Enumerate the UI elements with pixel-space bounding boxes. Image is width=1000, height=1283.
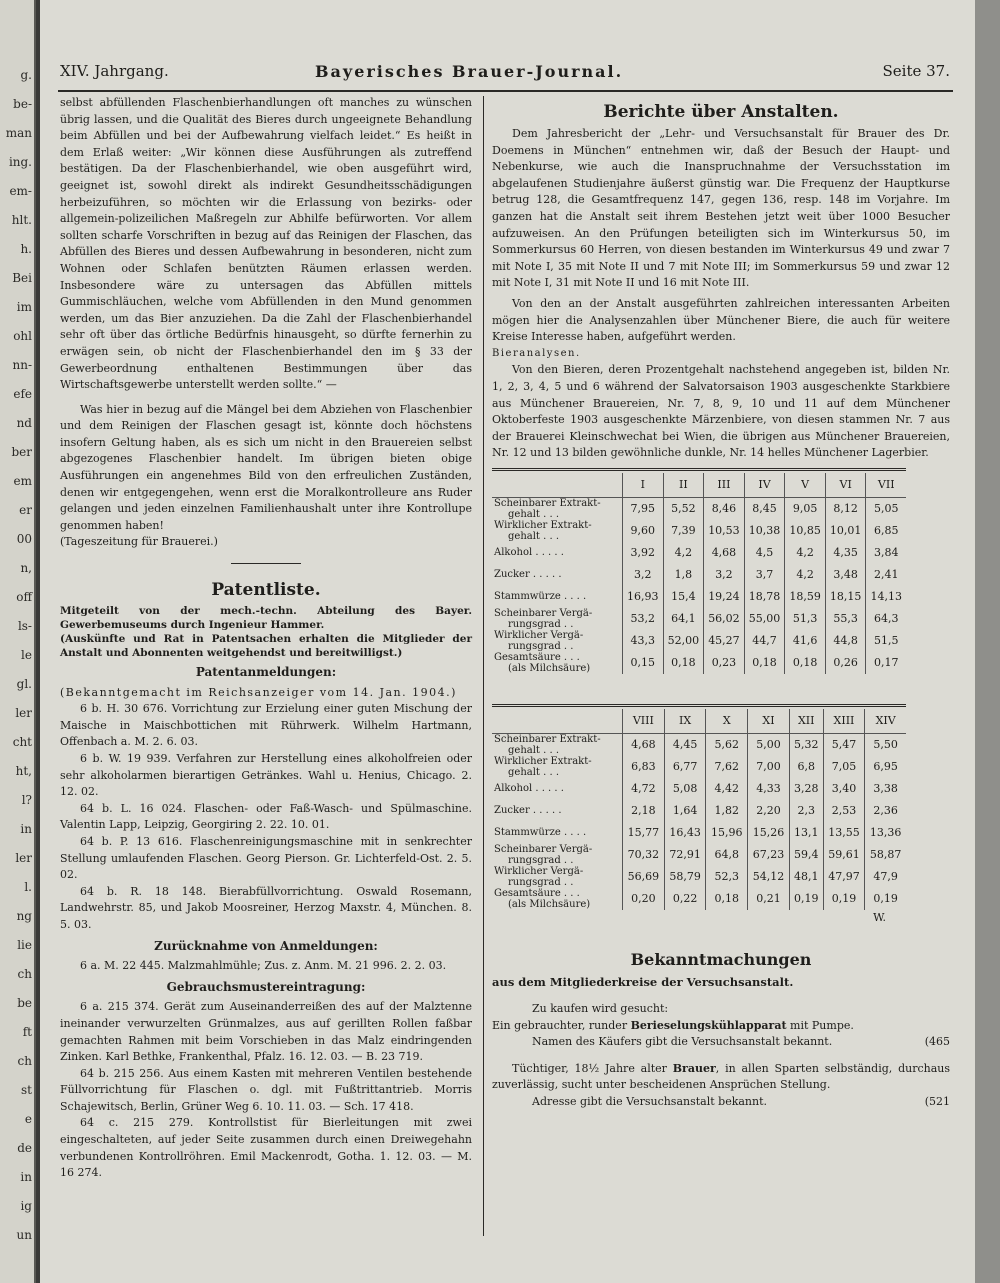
patent-entry: 64 b. R. 18 148. Bierabfüllvorrichtung. Oswald Rosemann, Landwehrstr. 85, und Jakob Moosreiner, Herzog Maxstr. 4, München. 8. 5. 03.	[60, 884, 472, 931]
table-cell: 52,00	[663, 630, 704, 652]
row-label: Stammwürze . . . .	[494, 591, 587, 603]
table-cell: 2,53	[823, 800, 865, 822]
ad-number: (521	[924, 1095, 950, 1109]
patent-note: (Auskünfte und Rat in Patentsachen erhalten die Mitglieder der Anstalt und Abonnenten weitgehendst und bereitwilligst.)	[60, 633, 472, 660]
row-label: Zucker . . . . .	[494, 805, 562, 817]
table-cell: 13,55	[823, 822, 865, 844]
prev-page-fragment: l?	[21, 793, 32, 807]
table-cell: 51,5	[866, 630, 906, 652]
table-cell: 0,20	[623, 888, 665, 910]
table-cell: 5,47	[823, 733, 865, 756]
table-cell: 5,32	[789, 733, 823, 756]
table-cell: 3,48	[825, 564, 866, 586]
table-cell: 3,7	[744, 564, 785, 586]
table-cell: 18,15	[825, 586, 866, 608]
bekanntmachungen-title: Bekanntmachungen	[630, 950, 812, 970]
table-cell: 70,32	[623, 844, 665, 866]
table-row	[492, 586, 906, 608]
header-cell	[492, 473, 623, 498]
table-cell: 43,3	[623, 630, 664, 652]
gebrauchsmuster-entry: 64 b. 215 256. Aus einem Kasten mit mehreren Ventilen bestehende Füllvorrichtung für Flaschen o. dgl. mit Fußtrittantrieb. Morris Schajewitsch, Berlin, Grüner Weg 6. 10. 11. 03. — Sch. 17 418.	[60, 1066, 472, 1113]
source-citation: (Tageszeitung für Brauerei.)	[60, 535, 218, 549]
prev-page-fragment: de	[17, 1141, 32, 1155]
table-cell: 4,42	[706, 778, 748, 800]
table-cell: 4,2	[785, 564, 826, 586]
table-cell: 0,21	[748, 888, 790, 910]
prev-page-fragment: gl.	[16, 677, 32, 691]
prev-page-fragment: er	[19, 503, 32, 517]
table-cell: 44,7	[744, 630, 785, 652]
table-cell: 4,33	[748, 778, 790, 800]
prev-page-fragment: in	[20, 1170, 32, 1184]
table-cell: 4,68	[623, 733, 665, 756]
table-cell: 41,6	[785, 630, 826, 652]
table-cell: 58,87	[865, 844, 906, 866]
table-cell: 3,92	[623, 542, 664, 564]
bekanntgemacht-line: (Bekanntgemacht im Reichsanzeiger vom 14. Jan. 1904.)	[60, 685, 457, 699]
table-cell: 6,85	[866, 520, 906, 542]
table-header-row	[492, 473, 906, 498]
prev-page-fragment: g.	[20, 68, 32, 82]
table-row	[492, 608, 906, 630]
prev-page-fragment: cht	[12, 735, 32, 749]
journal-page	[40, 0, 975, 1283]
gebrauchsmuster-entry: 64 c. 215 279. Kontrollstist für Bierleitungen mit zwei eingeschalteten, auf jeder Seite zusammen durch einen Dreiwegehahn verbundenen Kontrollröhren. Emil Mackenrodt, Gotha. 1. 12. 03. — M. 16 274.	[60, 1116, 472, 1180]
table-row	[492, 822, 906, 844]
table-cell: 4,45	[664, 733, 706, 756]
table-cell: 9,60	[623, 520, 664, 542]
column-divider	[483, 96, 484, 1236]
prev-page-fragment: ler	[15, 706, 32, 720]
column-header: VIII	[623, 709, 665, 734]
analysis-table-2	[492, 704, 906, 927]
prev-page-fragment: Bei	[12, 271, 32, 285]
ad-text: Adresse gibt die Versuchsanstalt bekannt.	[532, 1095, 768, 1109]
table-cell: 58,79	[664, 866, 706, 888]
patent-entry: 6 b. W. 19 939. Verfahren zur Herstellung eines alkoholfreien oder sehr alkoholarmen bierartigen Getränkes. Wahl u. Henius, Chicago. 2. 12. 02.	[60, 752, 472, 799]
wanted-heading: Zu kaufen wird gesucht:	[532, 1002, 669, 1016]
header-rule	[58, 90, 953, 92]
table-cell: 10,01	[825, 520, 866, 542]
table-cell: 5,05	[866, 497, 906, 520]
table-cell: 4,68	[704, 542, 745, 564]
column-header: XIV	[865, 709, 906, 734]
table-cell: 64,3	[866, 608, 906, 630]
ad-brewer-contact	[492, 1094, 950, 1111]
ad-brewer	[492, 1061, 950, 1094]
patent-subtitle: Mitgeteilt von der mech.-techn. Abteilung des Bayer. Gewerbemuseums durch Ingenieur Hammer.	[60, 605, 472, 632]
prev-page-fragment: ber	[11, 445, 32, 459]
table-cell: 10,38	[744, 520, 785, 542]
table-cell: 56,69	[623, 866, 665, 888]
column-header: II	[663, 473, 704, 498]
table-cell: 53,2	[623, 608, 664, 630]
patent-list-title: Patentliste.	[211, 580, 321, 601]
table-cell: 6,83	[623, 756, 665, 778]
prev-page-fragment: un	[16, 1228, 32, 1242]
ad-text: , in allen Sparten selbständig, durchaus zuverlässig, sucht unter bescheidenen Ansprüchen Stellung.	[492, 1061, 950, 1092]
patent-entry: 64 b. P. 13 616. Flaschenreinigungsmaschine mit in senkrechter Stellung umlaufenden Flaschen. Georg Pierson. Gr. Lichterfeld-Ost. 2. 5. 02.	[60, 834, 472, 882]
table-cell: 0,26	[825, 652, 866, 674]
row-label: Scheinbarer Vergä- rungsgrad . .	[494, 607, 593, 630]
analysis-table-1	[492, 468, 906, 674]
table-cell: 3,28	[789, 778, 823, 800]
prev-page-fragment: lie	[17, 938, 32, 952]
prev-page-fragment: st	[21, 1083, 32, 1097]
patent-entry: 64 b. L. 16 024. Flaschen- oder Faß-Wasch- und Spülmaschine. Valentin Lapp, Leipzig, Georgiring 2. 22. 10. 01.	[60, 801, 472, 832]
row-label: Wirklicher Vergä- rungsgrad . .	[494, 865, 584, 888]
table-cell: 55,00	[744, 608, 785, 630]
table-cell: 7,00	[748, 756, 790, 778]
table-cell: 6,8	[789, 756, 823, 778]
table-cell: 5,52	[663, 497, 704, 520]
column-header: I	[623, 473, 664, 498]
prev-page-fragment: ft	[22, 1025, 32, 1039]
table-cell: 47,9	[865, 866, 906, 888]
berichte-title: Berichte über Anstalten.	[603, 102, 839, 122]
row-label: Alkohol . . . . .	[494, 547, 564, 559]
row-label: Scheinbarer Extrakt- gehalt . . .	[494, 497, 601, 520]
table-cell: 13,36	[865, 822, 906, 844]
table-cell: 54,12	[748, 866, 790, 888]
table-cell: 2,20	[748, 800, 790, 822]
table-cell: 4,2	[785, 542, 826, 564]
header-cell	[492, 709, 623, 734]
table-cell: 48,1	[789, 866, 823, 888]
prev-page-fragment: ch	[17, 967, 32, 981]
table-cell: 9,05	[785, 497, 826, 520]
column-header: XIII	[823, 709, 865, 734]
prev-page-fragment: ig	[20, 1199, 32, 1213]
table-cell: 8,12	[825, 497, 866, 520]
row-label: Stammwürze . . . .	[494, 827, 587, 839]
table-cell: 10,53	[704, 520, 745, 542]
zuruecknahme-entry: 6 a. M. 22 445. Malzmahlmühle; Zus. z. Anm. M. 21 996. 2. 2. 03.	[80, 959, 447, 973]
table-row	[492, 800, 906, 822]
prev-page-fragment: efe	[13, 387, 32, 401]
ad-number: (465	[924, 1035, 950, 1049]
table-cell: 2,36	[865, 800, 906, 822]
table-cell: 16,93	[623, 586, 664, 608]
table-cell: 59,61	[823, 844, 865, 866]
table-cell: 7,39	[663, 520, 704, 542]
column-header: VII	[866, 473, 906, 498]
table-row	[492, 778, 906, 800]
row-label: Scheinbarer Vergä- rungsgrad . .	[494, 843, 593, 866]
table-cell: 2,41	[866, 564, 906, 586]
table-cell: 8,45	[744, 497, 785, 520]
prev-page-fragment: hlt.	[11, 213, 32, 227]
prev-page-fragment: le	[21, 648, 32, 662]
table-cell: 4,35	[825, 542, 866, 564]
column-header: X	[706, 709, 748, 734]
table-cell: 0,15	[623, 652, 664, 674]
table-cell: 59,4	[789, 844, 823, 866]
table-cell: 2,3	[789, 800, 823, 822]
table-cell: 18,59	[785, 586, 826, 608]
table-cell: 3,2	[623, 564, 664, 586]
table-cell: 1,82	[706, 800, 748, 822]
table-cell: 7,95	[623, 497, 664, 520]
table-row	[492, 497, 906, 520]
table-cell: 3,84	[866, 542, 906, 564]
row-label: Gesamtsäure . . . (als Milchsäure)	[494, 651, 591, 674]
ad-text: Tüchtiger, 18½ Jahre alter	[512, 1061, 673, 1075]
row-label: Zucker . . . . .	[494, 569, 562, 581]
table-cell: 4,72	[623, 778, 665, 800]
table-cell: 16,43	[664, 822, 706, 844]
left-column	[60, 95, 472, 1182]
table-cell: 1,8	[663, 564, 704, 586]
table-cell: 0,22	[664, 888, 706, 910]
table-cell: 3,40	[823, 778, 865, 800]
table-cell: 5,08	[664, 778, 706, 800]
column-header: VI	[825, 473, 866, 498]
row-label: Gesamtsäure . . . (als Milchsäure)	[494, 887, 591, 910]
table-cell: 4,2	[663, 542, 704, 564]
table-row	[492, 756, 906, 778]
table-cell: 0,17	[866, 652, 906, 674]
table-cell: 72,91	[664, 844, 706, 866]
prev-page-fragment: man	[5, 126, 32, 140]
table-cell: 15,26	[748, 822, 790, 844]
table-cell: 7,62	[706, 756, 748, 778]
column-header: IV	[744, 473, 785, 498]
column-header: V	[785, 473, 826, 498]
table-cell: 64,8	[706, 844, 748, 866]
prev-page-fragment: off	[16, 590, 32, 604]
row-label: Scheinbarer Extrakt- gehalt . . .	[494, 733, 601, 756]
table-cell: 5,50	[865, 733, 906, 756]
ad-keyword: Brauer	[672, 1061, 716, 1075]
commentary-paragraph: Was hier in bezug auf die Mängel bei dem Abziehen von Flaschenbier und dem Reinigen der Flaschen gesagt ist, könnte doch höchstens insofern Geltung haben, als es sich um nicht in den Brauereien selbst abgezogenes Flaschenbier handelt. Im übrigen bieten obige Ausführungen ein angenehmes Bild von den erfreulichen Zuständen, denen wir entgegengehen, wenn erst die Moralkontrolleure ans Ruder gelangen und jeden einzelnen Familienhaushalt unter ihre Kontrollupe genommen haben!	[60, 402, 472, 532]
table-cell: 8,46	[704, 497, 745, 520]
prev-page-fragment: em	[13, 474, 32, 488]
table-header-row	[492, 709, 906, 734]
prev-page-fragment: ler	[15, 851, 32, 865]
prev-page-fragment: ng	[16, 909, 32, 923]
row-label: Wirklicher Extrakt- gehalt . . .	[494, 519, 592, 542]
ad-keyword: Berieselungskühlapparat	[630, 1018, 787, 1032]
prev-page-fragment: h.	[20, 242, 32, 256]
table-cell: 0,19	[865, 888, 906, 910]
report-paragraph: Von den an der Anstalt ausgeführten zahlreichen interessanten Arbeiten mögen hier die Analysenzahlen über Münchener Biere, die auch für weitere Kreise Interesse haben, aufgeführt werden.	[492, 296, 950, 344]
prev-page-fragment: l.	[24, 880, 32, 894]
table-cell: 45,27	[704, 630, 745, 652]
prev-page-fragment: ch	[17, 1054, 32, 1068]
table-row	[492, 733, 906, 756]
table-cell: 15,96	[706, 822, 748, 844]
table-cell: 3,2	[704, 564, 745, 586]
anmeldungen-title: Patentanmeldungen:	[195, 665, 337, 680]
table-cell: 0,23	[704, 652, 745, 674]
intro-paragraph: selbst abfüllenden Flaschenbierhandlungen oft manches zu wünschen übrig lassen, und die Qualität des Bieres durch ungeeignete Behandlung beim Abfüllen und bei der Aufbewahrung vielfach leidet.“ Es heißt in dem Erlaß weiter: „Wir können diese Ausführungen als zutreffend bestätigen. Da der Flaschenbierhandel, wie oben ausgeführt wird, geeignet ist, sowohl direkt als indirekt Gesundheitsschädigungen herbeizuführen, so möchten wir die Erlassung von bezirks- oder allgemein-polizeilichen Maßregeln zur Abhilfe befürworten. Vor allem sollten scharfe Vorschriften in bezug auf das Reinigen der Flaschen, das Abfüllen des Bieres und dessen Aufbewahrung in besonderen, nicht zum Wohnen oder Schlafen benützten Räumen erlassen werden. Insbesondere wäre zu untersagen das Abfüllen mittels Gummischläuchen, welche vom Abfüllenden in den Mund genommen werden, um das Bier anzuziehen. Da die Zahl der Flaschenbierhandel sehr oft über das örtliche Bedürfnis hinausgeht, so dürfte fernerhin zu erwägen sein, ob nicht der Flaschenbierhandel den im § 33 der Gewerbeordnung enthaltenen Bestimmungen über das Wirtschaftsgewerbe unterstellt werden sollte.“ —	[60, 96, 472, 392]
previous-page-strip	[0, 0, 36, 1283]
table-cell: 5,00	[748, 733, 790, 756]
prev-page-fragment: nd	[16, 416, 32, 430]
table-cell: 44,8	[825, 630, 866, 652]
table-cell: 6,77	[664, 756, 706, 778]
patent-entry: 6 b. H. 30 676. Vorrichtung zur Erzielung einer guten Mischung der Maische in Maischbottichen mit Rührwerk. Wilhelm Hartmann, Offenbach a. M. 2. 6. 03.	[60, 702, 472, 749]
table-cell: 10,85	[785, 520, 826, 542]
zuruecknahme-title: Zurücknahme von Anmeldungen:	[154, 938, 378, 953]
table-cell: 14,13	[866, 586, 906, 608]
prev-page-fragment: e	[24, 1112, 32, 1126]
ad-apparatus	[492, 1018, 950, 1051]
column-header: IX	[664, 709, 706, 734]
column-header: XII	[789, 709, 823, 734]
table-cell: 0,19	[789, 888, 823, 910]
author-signature: W.	[873, 910, 886, 924]
column-header: III	[704, 473, 745, 498]
prev-page-fragment: nn-	[12, 358, 32, 372]
table-cell: 6,95	[865, 756, 906, 778]
table-cell: 18,78	[744, 586, 785, 608]
table-cell: 56,02	[704, 608, 745, 630]
report-paragraph: Dem Jahresbericht der „Lehr- und Versuchsanstalt für Brauer des Dr. Doemens in München“ entnehmen wir, daß der Besuch der Haupt- und Nebenkurse, wie auch die Inanspruchnahme der Versuchsstation im abgelaufenen Studienjahre äußerst günstig war. Die Frequenz der Hauptkurse betrug 128, die Gesamtfrequenz 147, gegen 136, resp. 148 im Vorjahre. Im ganzen hat die Anstalt seit ihrem Bestehen jetzt weit über 1000 Besucher aufzuweisen. An den Prüfungen beteiligten sich im Winterkursus 50, im Sommerkursus 60 Herren, von diesen bestanden im Winterkursus 49 und zwar 7 mit Note I, 35 mit Note II und 7 mit Note III; im Sommerkursus 59 und zwar 12 mit Note I, 31 mit Note II und 16 mit Note III.	[492, 127, 950, 290]
table-cell: 7,05	[823, 756, 865, 778]
separator	[231, 563, 301, 564]
table-cell: 47,97	[823, 866, 865, 888]
table-row	[492, 866, 906, 888]
row-label: Wirklicher Vergä- rungsgrad . .	[494, 629, 584, 652]
row-label: Alkohol . . . . .	[494, 783, 564, 795]
prev-page-fragment: be	[17, 996, 32, 1010]
book-edge	[975, 0, 1000, 1283]
prev-page-fragment: ohl	[13, 329, 32, 343]
prev-page-fragment: ht,	[15, 764, 32, 778]
table-cell: 52,3	[706, 866, 748, 888]
right-column	[492, 100, 950, 1111]
table-cell: 2,18	[623, 800, 665, 822]
table-cell: 15,77	[623, 822, 665, 844]
table-cell: 0,19	[823, 888, 865, 910]
prev-page-fragment: ls-	[17, 619, 32, 633]
row-label: Wirklicher Extrakt- gehalt . . .	[494, 755, 592, 778]
ad-text: Ein gebrauchter, runder	[492, 1018, 631, 1032]
column-header: XI	[748, 709, 790, 734]
table-cell: 0,18	[744, 652, 785, 674]
table-cell: 51,3	[785, 608, 826, 630]
report-paragraph: Von den Bieren, deren Prozentgehalt nachstehend angegeben ist, bilden Nr. 1, 2, 3, 4, 5 und 6 während der Salvatorsaison 1903 ausgeschenkte Starkbiere aus Münchener Brauereien, Nr. 7, 8, 9, 10 und 11 auf dem Münchener Oktoberfeste 1903 ausgeschenkte Märzenbiere, von diesen stammen Nr. 7 aus der Brauerei Kleinschwechat bei Wien, die übrigen aus Münchener Brauereien, Nr. 12 und 13 bilden gewöhnliche dunkle, Nr. 14 helles Münchener Lagerbier.	[492, 363, 950, 460]
table-cell: 67,23	[748, 844, 790, 866]
table-cell: 0,18	[663, 652, 704, 674]
prev-page-fragment: 00	[16, 532, 32, 546]
page-header	[60, 62, 950, 84]
prev-page-fragment: be-	[13, 97, 32, 111]
table-cell: 1,64	[664, 800, 706, 822]
table-row	[492, 542, 906, 564]
table-row	[492, 888, 906, 910]
table-cell: 55,3	[825, 608, 866, 630]
prev-page-fragment: n,	[20, 561, 32, 575]
ad-text: mit Pumpe.	[786, 1018, 854, 1032]
gebrauchsmuster-title: Gebrauchsmustereintragung:	[166, 979, 366, 994]
page-number: Seite 37.	[882, 62, 950, 80]
prev-page-fragment: in	[20, 822, 32, 836]
table-row	[492, 652, 906, 674]
gebrauchsmuster-entry: 6 a. 215 374. Gerät zum Auseinanderreißen des auf der Malztenne ineinander verwurzelten Grünmalzes, aus auf gerillten Rollen faßbar gemachten Rahmen mit beim Vorschieben in das Malz eindringenden Zinken. Karl Bethke, Frankenthal, Pfalz. 16. 12. 03. — B. 23 719.	[60, 1000, 472, 1064]
ad-text: Namen des Käufers gibt die Versuchsanstalt bekannt.	[532, 1035, 833, 1049]
table-cell: 0,18	[785, 652, 826, 674]
prev-page-fragment: ing.	[8, 155, 32, 169]
volume-label: XIV. Jahrgang.	[60, 62, 169, 80]
table-cell: 64,1	[663, 608, 704, 630]
table-cell: 3,38	[865, 778, 906, 800]
table-row	[492, 630, 906, 652]
table-row	[492, 520, 906, 542]
table-cell: 15,4	[663, 586, 704, 608]
table-row	[492, 564, 906, 586]
table-cell: 0,18	[706, 888, 748, 910]
bekanntmachungen-subtitle: aus dem Mitgliederkreise der Versuchsanstalt.	[492, 975, 794, 990]
table-cell: 4,5	[744, 542, 785, 564]
prev-page-fragment: em-	[9, 184, 32, 198]
bieranalysen-title: Bieranalysen.	[492, 347, 581, 359]
table-cell: 13,1	[789, 822, 823, 844]
prev-page-fragment: im	[16, 300, 32, 314]
table-cell: 19,24	[704, 586, 745, 608]
journal-title: Bayerisches Brauer-Journal.	[315, 62, 624, 81]
table-cell: 5,62	[706, 733, 748, 756]
table-row	[492, 844, 906, 866]
